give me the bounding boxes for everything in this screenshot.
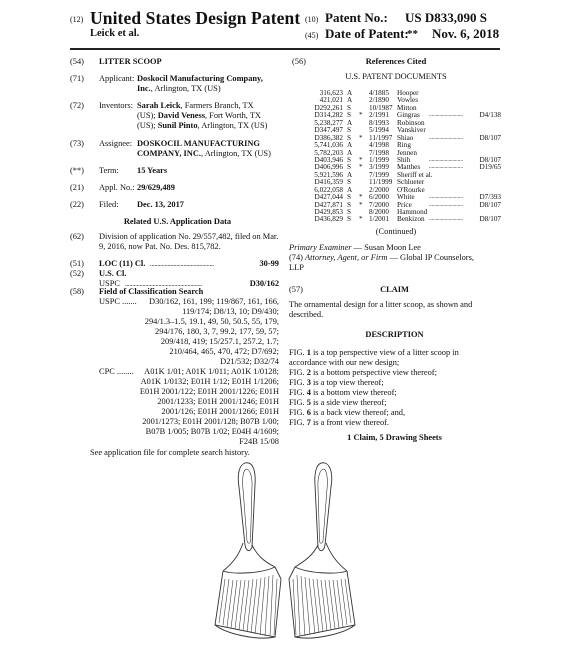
cpc-class-line: 2001/1273; E01H 2001/128; B07B 1/00;: [142, 417, 279, 426]
reference-no: D292,261: [314, 103, 343, 112]
uspc-class-line: 294/176, 180, 3, 7, 99.2, 177, 59, 57;: [155, 327, 279, 336]
description-line: FIG. 3 is a top view thereof;: [289, 378, 384, 387]
claim-code: (57): [289, 285, 303, 294]
cpc-class-line: B07B 1/005; B07B 1/02; E04H 4/1609;: [145, 427, 279, 436]
continued-note: (Continued): [375, 227, 417, 236]
reference-date: 3/1999: [369, 163, 389, 172]
reference-no: D314,282: [314, 111, 343, 120]
reference-kind: S: [347, 178, 351, 187]
reference-date: 6/2000: [369, 193, 389, 202]
us-patent-documents-heading: U.S. PATENT DOCUMENTS: [345, 72, 447, 81]
description-line: accordance with our new design;: [289, 358, 400, 367]
reference-cls: D8/107: [479, 133, 501, 142]
reference-date: 7/2000: [369, 200, 389, 209]
reference-no: 6,022,058: [314, 185, 343, 194]
reference-kind: S: [347, 208, 351, 216]
reference-date: 11/1997: [369, 133, 393, 142]
reference-cls: D19/65: [479, 163, 501, 172]
reference-cls: D4/138: [479, 111, 501, 120]
reference-no: D347,497: [314, 126, 343, 135]
reference-kind: S: [347, 103, 351, 112]
uspc-class-line: D30/162, 161, 199; 119/867, 161, 166,: [149, 297, 279, 306]
reference-name: Jennen: [397, 148, 417, 157]
kind-code-10: (10): [305, 15, 319, 24]
reference-no: D429,853: [314, 208, 343, 216]
reference-kind: A: [347, 118, 353, 127]
document-title: United States Design Patent: [90, 8, 301, 28]
reference-date: 2/2000: [369, 185, 389, 194]
claim-text-line1: The ornamental design for a litter scoop, as shown and: [289, 300, 473, 309]
reference-date: 7/1999: [369, 170, 389, 179]
cpc-class-list: [140, 367, 279, 447]
kind-code-45: (45): [305, 31, 319, 40]
reference-date: 11/1999: [369, 178, 393, 187]
references-code: (56): [292, 57, 306, 66]
reference-name: Vowles: [397, 96, 419, 105]
title-field: (54) LITTER SCOOP: [70, 57, 162, 66]
reference-kind: A: [347, 170, 353, 179]
reference-date: 8/1993: [369, 118, 389, 127]
reference-star: *: [359, 111, 363, 120]
reference-name: White: [397, 193, 415, 202]
uspc-class-line: 119/174; D8/13, 10; D9/430;: [182, 307, 279, 316]
filed-field: (22) Filed: Dec. 13, 2017: [70, 200, 184, 209]
reference-date: 1/1999: [369, 155, 389, 164]
reference-cls: D8/107: [479, 155, 501, 164]
reference-kind: S: [347, 126, 351, 135]
date-of-patent-label: Date of Patent:: [325, 26, 409, 41]
reference-dot-leader: ..........................: [429, 216, 463, 223]
reference-kind: A: [347, 96, 353, 105]
uspc-class-list: [145, 297, 279, 367]
reference-cls: D8/107: [479, 215, 501, 224]
reference-name: Hooper: [397, 89, 419, 97]
claim-heading: CLAIM: [380, 285, 409, 294]
patent-number-label: Patent No.:: [325, 10, 388, 25]
reference-no: D403,946: [314, 155, 343, 164]
reference-star: *: [359, 200, 363, 209]
reference-star: *: [359, 163, 363, 172]
reference-kind: S: [347, 133, 351, 142]
description-heading: DESCRIPTION: [365, 330, 424, 339]
reference-dot-leader: ..........................: [429, 201, 463, 208]
reference-name: Shiao: [397, 133, 414, 142]
reference-kind: S: [347, 193, 351, 202]
reference-date: 5/1994: [369, 126, 389, 135]
reference-date: 7/1998: [369, 148, 389, 157]
header-rule: [70, 48, 500, 50]
description-line: FIG. 4 is a bottom view thereof;: [289, 388, 397, 397]
reference-kind: S: [347, 163, 351, 172]
cpc-class-line: E01H 2001/122; E01H 2001/1226; E01H: [139, 387, 279, 396]
term-field: (**) Term: 15 Years: [70, 166, 168, 175]
reference-name: Schlueter: [397, 178, 425, 187]
reference-name: Hammond: [397, 208, 428, 216]
reference-date: 10/1987: [369, 103, 393, 112]
reference-name: Robinson: [397, 118, 425, 127]
appl-no-field: (21) Appl. No.: 29/629,489: [70, 183, 175, 192]
reference-dot-leader: ..........................: [429, 112, 463, 119]
description-line: FIG. 2 is a bottom perspective view thereof;: [289, 368, 437, 377]
reference-no: 316,623: [319, 89, 343, 97]
claims-summary: 1 Claim, 5 Drawing Sheets: [347, 433, 442, 442]
description-line: FIG. 6 is a back view thereof; and,: [289, 408, 406, 417]
reference-name: Mitton: [397, 103, 417, 112]
references-list: [301, 90, 501, 224]
uspc-class-line: 209/418, 419; 15/257.1, 257.2, 1.7;: [160, 337, 279, 346]
attorney-field-line2: LLP: [289, 263, 304, 272]
reference-date: 4/1885: [369, 89, 389, 97]
reference-kind: A: [347, 89, 353, 97]
references-heading: References Cited: [365, 57, 427, 66]
description-line: FIG. 1 is a top perspective view of a litter scoop in: [289, 348, 459, 357]
cpc-class-line: 2001/1233; E01H 2001/1246; E01H: [157, 397, 279, 406]
reference-no: D436,829: [314, 215, 343, 224]
reference-name: Price: [397, 200, 412, 209]
reference-no: 5,782,203: [314, 148, 343, 157]
cpc-class-line: F24B 15/08: [239, 437, 279, 446]
reference-no: D427,044: [314, 193, 343, 202]
reference-no: D416,359: [314, 178, 343, 187]
date-of-patent: Nov. 6, 2018: [432, 26, 500, 41]
cpc-class-line: A01K 1/01; A01K 1/011; A01K 1/0128;: [144, 367, 279, 376]
reference-cls: D7/393: [479, 193, 501, 202]
classification-search-field: (58) Field of Classification Search USPC ....... D30/162, 161, 199; 119/867, 161, 166, 119/174; D8/13, 10; D9/430; 294/1.3–1.5, 19.1, 49, 50, 50.5, 55, 179, 294/176, 180, 3, 7, 99.2, 177, 59, 57; 209/418, 419; 15/257.1, 257.2, 1.7; 210/464, 465, 470, 472; D7/692; D21/532; D32/74 CPC ........ A01K 1/01; A01K 1/011; A01K 1/0128; A01K 1/0132; E01H 1/12; E01H 1/1206; E01H 2001/122; E01H 2001/1226; E01H 2001/1233; E01H 2001/1246; E01H 2001/126; E01H 2001/1266; E01H 2001/1273; E01H 2001/128; B07B 1/00; B07B 1/005; B07B 1/02; E04H 4/1609; F24B 15/08: [70, 287, 279, 446]
reference-name: Shih: [397, 155, 411, 164]
reference-kind: A: [347, 141, 353, 150]
reference-name: Ring: [397, 141, 411, 150]
uspc-class-line: 210/464, 465, 470, 472; D7/692;: [169, 347, 279, 356]
reference-name: Sheriff et al.: [397, 170, 433, 179]
reference-date: 2/1890: [369, 96, 389, 105]
reference-star: *: [359, 155, 363, 164]
related-data-heading: Related U.S. Application Data: [123, 217, 232, 226]
kind-code-12: (12): [70, 15, 84, 24]
claim-text-line2: described.: [289, 310, 324, 319]
reference-no: 5,921,596: [314, 170, 343, 179]
reference-no: D427,871: [314, 200, 343, 209]
reference-no: 5,238,277: [314, 118, 343, 127]
loc-class-field: (51) LOC (11) Cl. ............................................ 30-99: [70, 259, 279, 268]
description-line: FIG. 7 is a front view thereof.: [289, 418, 390, 427]
reference-row: [301, 216, 501, 223]
description-list: [289, 348, 459, 428]
reference-name: Matthes: [397, 163, 421, 172]
reference-name: Vanskiver: [397, 126, 426, 135]
reference-kind: S: [347, 155, 351, 164]
reference-no: D386,382: [314, 133, 343, 142]
reference-name: O'Rourke: [397, 185, 425, 194]
reference-kind: S: [347, 215, 351, 224]
inventors-short: Leick et al.: [90, 28, 140, 39]
us-class-field: (52) U.S. Cl. USPC ..................................................... D30/162: [70, 269, 279, 288]
reference-star: *: [359, 215, 363, 224]
litter-scoop-figure-right: [275, 455, 365, 645]
reference-date: 2/1991: [369, 111, 389, 120]
patent-number: US D833,090 S: [405, 10, 487, 25]
reference-kind: S: [347, 111, 351, 120]
division-field: (62) Division of application No. 29/557,482, filed on Mar. 9, 2016, now Pat. No. Des. 815,782.: [70, 232, 279, 251]
attorney-field: (74) Attorney, Agent, or Firm — Global IP Counselors,: [289, 253, 474, 262]
reference-kind: A: [347, 185, 353, 194]
reference-name: Benkizon: [397, 215, 425, 224]
invention-title: LITTER SCOOP: [99, 57, 162, 66]
cpc-class-line: A01K 1/0132; E01H 1/12; E01H 1/1206;: [140, 377, 279, 386]
reference-star: *: [359, 193, 363, 202]
reference-kind: S: [347, 200, 351, 209]
search-history-note: See application file for complete search history.: [90, 448, 250, 457]
reference-date: 4/1998: [369, 141, 389, 150]
reference-no: 421,021: [319, 96, 343, 105]
inventors-field: (72) Inventors: Sarah Leick, Farmers Branch, TX (US); David Veness, Fort Worth, TX (US); Sunil Pinto, Arlington, TX (US): [70, 101, 268, 130]
reference-name: Gingras: [397, 111, 420, 120]
reference-cls: D8/107: [479, 200, 501, 209]
cpc-class-line: 2001/126; E01H 2001/1266; E01H: [161, 407, 279, 416]
term-stars: **: [407, 28, 418, 40]
description-line: FIG. 5 is a side view thereof;: [289, 398, 387, 407]
reference-no: 5,741,036: [314, 141, 343, 150]
reference-dot-leader: ..........................: [429, 164, 463, 171]
primary-examiner: Primary Examiner — Susan Moon Lee: [289, 243, 421, 252]
reference-no: D406,996: [314, 163, 343, 172]
applicant-field: (71) Applicant: Doskocil Manufacturing Company, Inc., Arlington, TX (US): [70, 74, 263, 93]
uspc-class-line: 294/1.3–1.5, 19.1, 49, 50, 50.5, 55, 179,: [144, 317, 279, 326]
reference-date: 1/2001: [369, 215, 389, 224]
reference-star: *: [359, 133, 363, 142]
reference-dot-leader: ..........................: [429, 134, 463, 141]
reference-kind: A: [347, 148, 353, 157]
reference-date: 8/2000: [369, 208, 389, 216]
reference-dot-leader: ..........................: [429, 194, 463, 201]
assignee-field: (73) Assignee: DOSKOCIL MANUFACTURING COMPANY, INC., Arlington, TX (US): [70, 139, 271, 158]
reference-dot-leader: ..........................: [429, 156, 463, 163]
uspc-class-line: D21/532; D32/74: [220, 357, 279, 366]
